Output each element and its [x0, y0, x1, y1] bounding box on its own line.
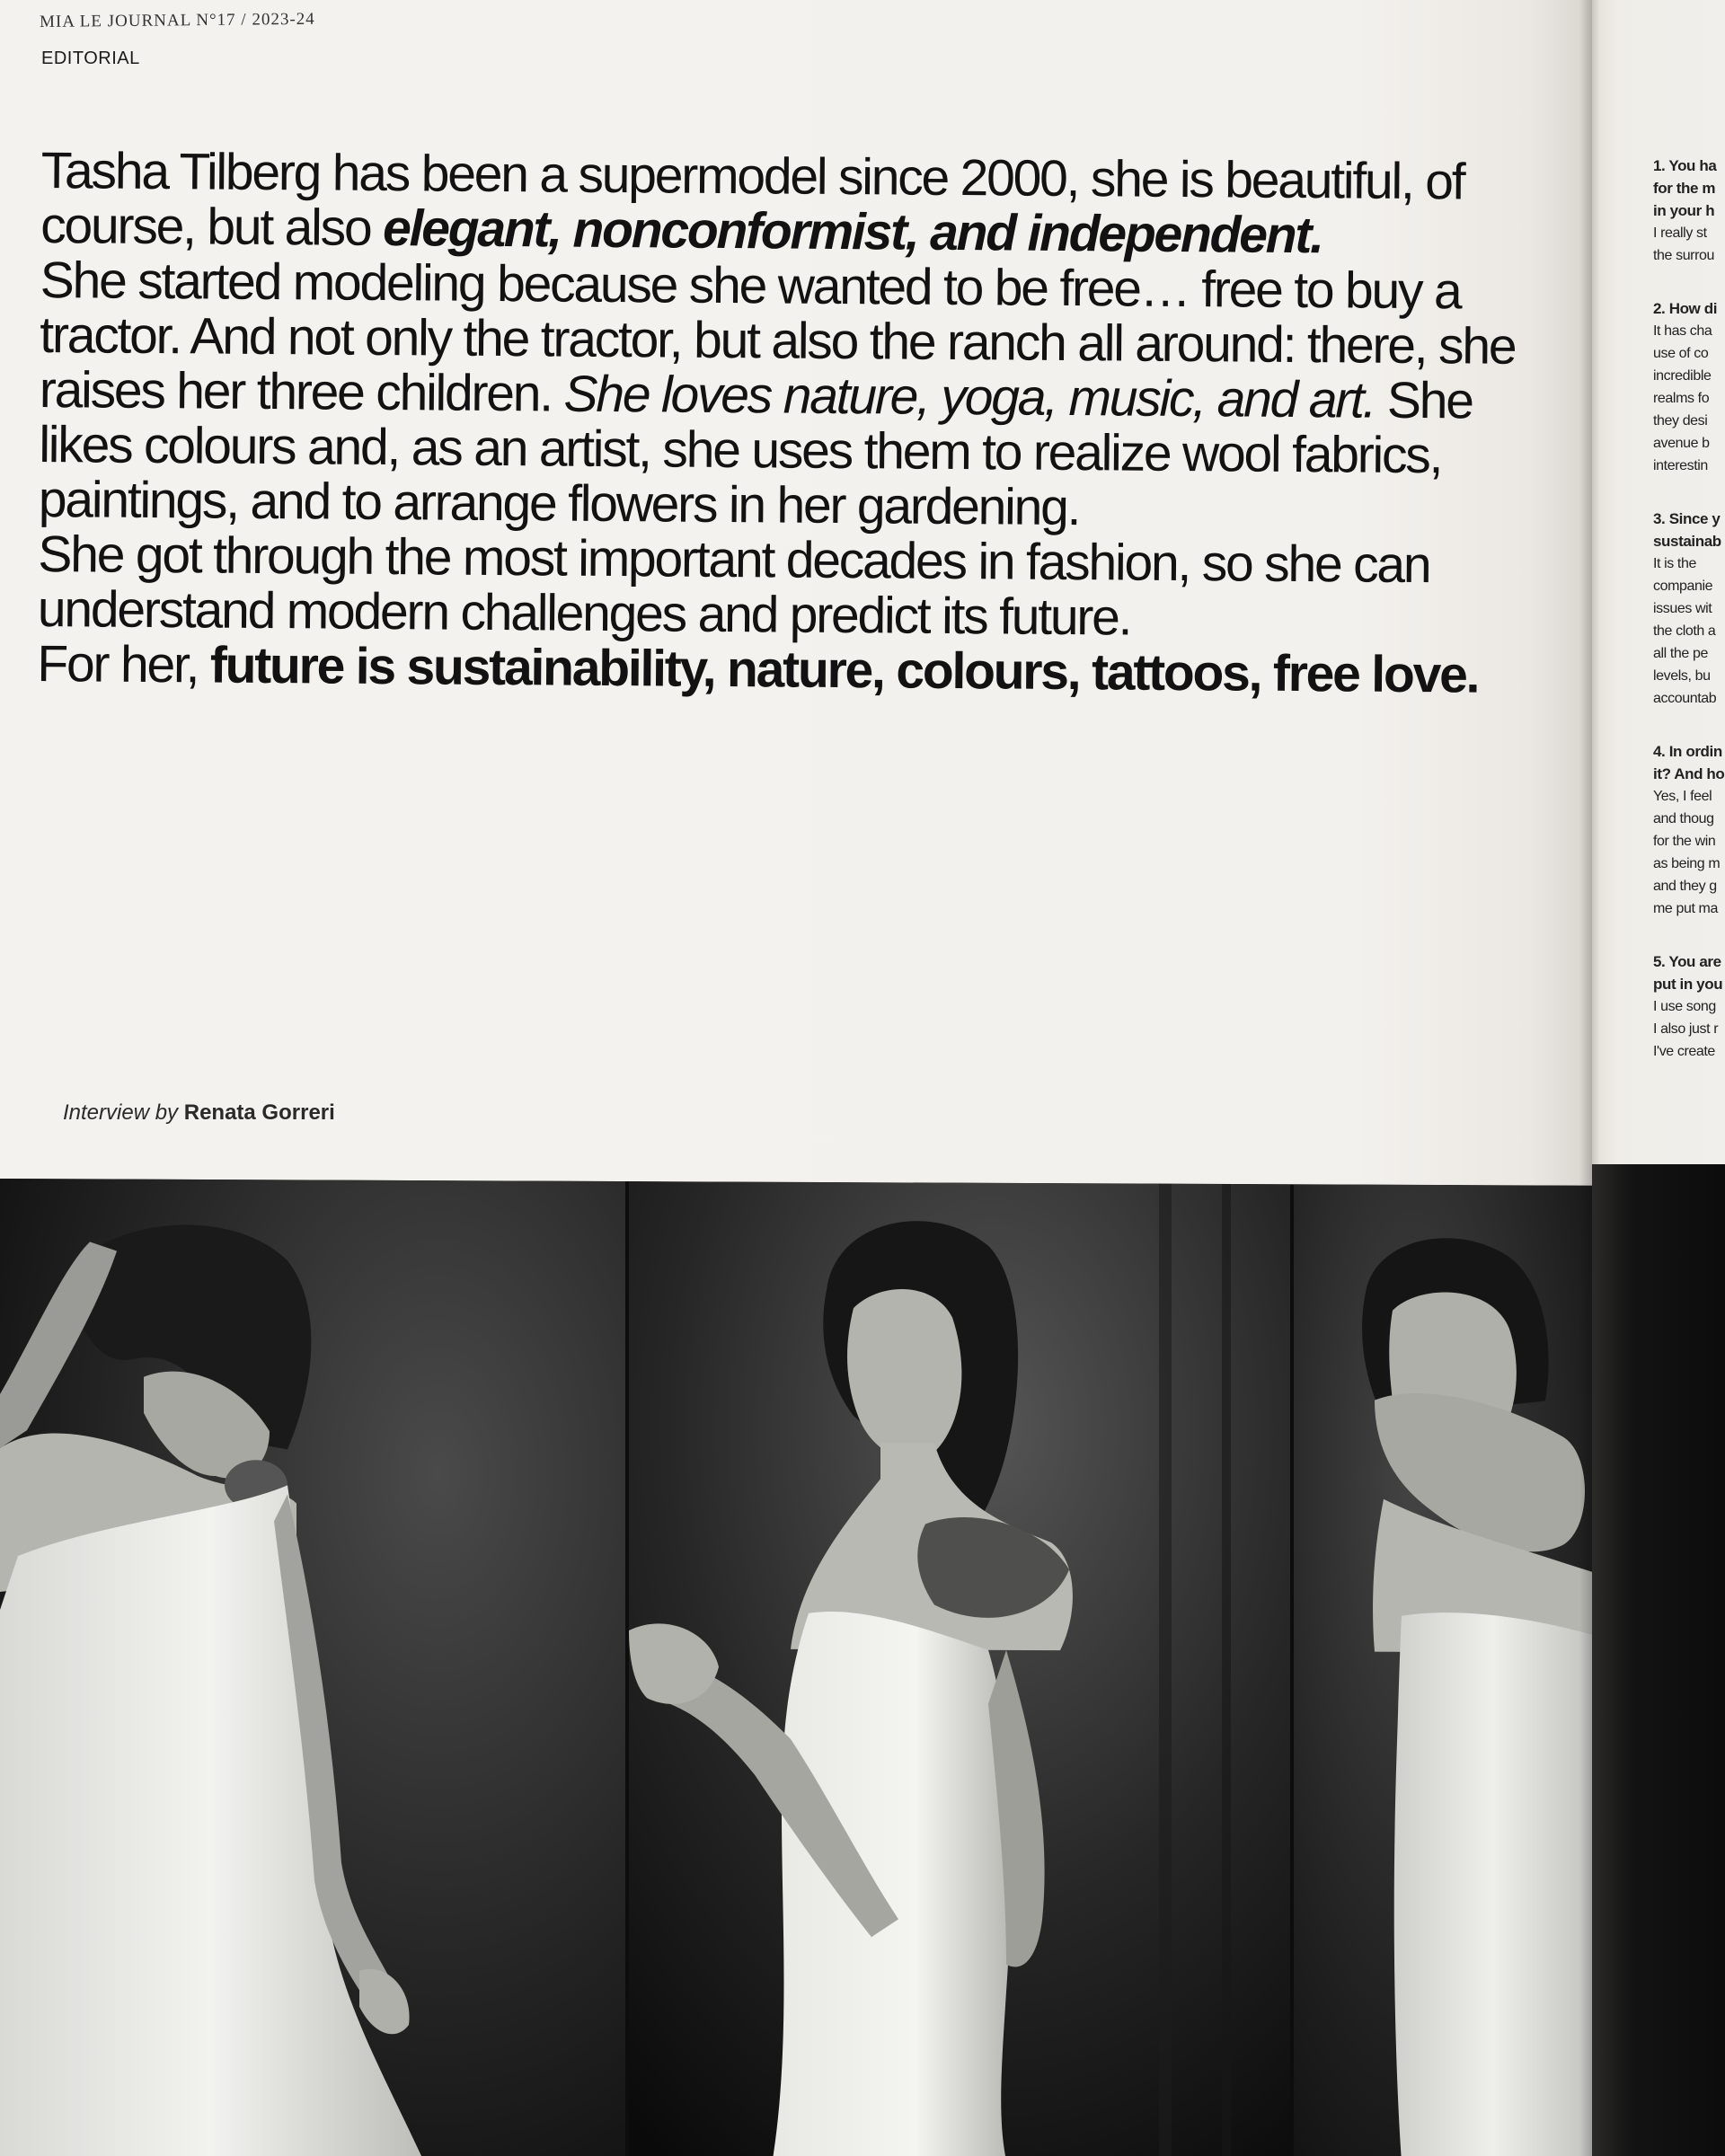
photo-strip: [0, 1179, 1592, 2156]
intro-p2-text-end: She likes colours and, as an artist, she uses them to realize wool fabrics, paintings, and to arrange flowers in her gardening.: [38, 371, 1473, 537]
intro-paragraph-1: [40, 144, 1551, 265]
portrait-photo-icon: [0, 1179, 625, 2156]
qa-answer-line: and they g: [1653, 879, 1717, 894]
qa-list: [1653, 155, 1725, 1093]
qa-answer-line: I use song: [1653, 999, 1716, 1014]
intro-paragraph-4: [37, 634, 1546, 704]
interview-credit: [63, 1100, 335, 1126]
qa-question-line: 5. You are: [1653, 953, 1721, 970]
qa-item: [1653, 155, 1725, 267]
qa-answer-line: and thoug: [1653, 811, 1714, 826]
qa-answer-line: levels, bu: [1653, 668, 1711, 684]
portrait-photo-icon: [1294, 1184, 1592, 2156]
qa-answer-line: interestin: [1653, 458, 1708, 473]
qa-question-line: 3. Since y: [1653, 510, 1721, 527]
qa-answer-line: all the pe: [1653, 646, 1708, 661]
qa-answer-line: they desi: [1653, 413, 1708, 429]
intro-text: [37, 144, 1551, 703]
qa-answer-line: I really st: [1653, 225, 1707, 241]
intro-p1-emphasis: elegant, nonconformist, and independent.: [382, 199, 1323, 265]
qa-question-line: sustainab: [1653, 533, 1721, 550]
qa-answer-line: It is the: [1653, 556, 1696, 571]
intro-paragraph-3: She got through the most important decades in fashion, so she can understand modern challenges and predict its future.: [37, 525, 1430, 647]
masthead: MIA LE JOURNAL N°17 / 2023-24: [40, 9, 315, 31]
intro-paragraph-2: [39, 253, 1550, 539]
credit-label: Interview by: [63, 1100, 179, 1125]
intro-p2-text: She started modeling because she wanted to be free… free to buy a tractor. And not only the tractor, but also the ranch all around: there, she raises her three children.: [39, 251, 1516, 423]
qa-answer-line: avenue b: [1653, 436, 1710, 451]
qa-answer-line: the cloth a: [1653, 623, 1716, 639]
qa-answer-line: companie: [1653, 579, 1713, 594]
photo-1: [0, 1179, 625, 2156]
qa-question-line: for the m: [1653, 180, 1716, 197]
qa-item: [1653, 508, 1725, 710]
qa-answer-line: I've create: [1653, 1044, 1715, 1059]
qa-item: [1653, 950, 1725, 1063]
qa-answer-line: for the win: [1653, 834, 1716, 849]
qa-answer-line: as being m: [1653, 856, 1721, 871]
qa-answer-line: issues wit: [1653, 601, 1712, 616]
qa-question-line: 1. You ha: [1653, 157, 1717, 174]
intro-p4-text: For her,: [37, 634, 211, 694]
section-label: EDITORIAL: [41, 49, 140, 68]
portrait-photo-icon: [629, 1181, 1290, 2156]
qa-question-line: it? And ho: [1653, 765, 1725, 782]
qa-answer-line: realms fo: [1653, 391, 1710, 406]
intro-p2-italic: She loves nature, yoga, music, and art.: [563, 365, 1376, 429]
qa-item: [1653, 740, 1725, 920]
photo-3: [1294, 1184, 1592, 2156]
qa-answer-line: use of co: [1653, 346, 1709, 361]
qa-answer-line: the surrou: [1653, 248, 1715, 263]
intro-p1-text: Tasha Tilberg has been a supermodel since 2000, she is beautiful, of course, but also: [40, 142, 1464, 257]
qa-question-line: 2. How di: [1653, 300, 1718, 317]
qa-answer-line: It has cha: [1653, 323, 1712, 339]
qa-answer-line: Yes, I feel: [1653, 789, 1712, 804]
qa-answer-line: I also just r: [1653, 1021, 1719, 1037]
qa-answer-line: incredible: [1653, 368, 1712, 384]
intro-p4-bold: future is sustainability, nature, colours, tattoos, free love.: [209, 636, 1479, 704]
right-page-photo: [1592, 1164, 1725, 2156]
qa-question-line: in your h: [1653, 202, 1715, 219]
right-page: [1592, 0, 1725, 2156]
qa-question-line: 4. In ordin: [1653, 743, 1722, 760]
qa-question-line: put in you: [1653, 976, 1723, 993]
qa-answer-line: me put ma: [1653, 901, 1718, 916]
credit-name: Renata Gorreri: [183, 1100, 335, 1125]
photo-2: [629, 1181, 1290, 2156]
qa-item: [1653, 297, 1725, 477]
qa-answer-line: accountab: [1653, 691, 1717, 706]
